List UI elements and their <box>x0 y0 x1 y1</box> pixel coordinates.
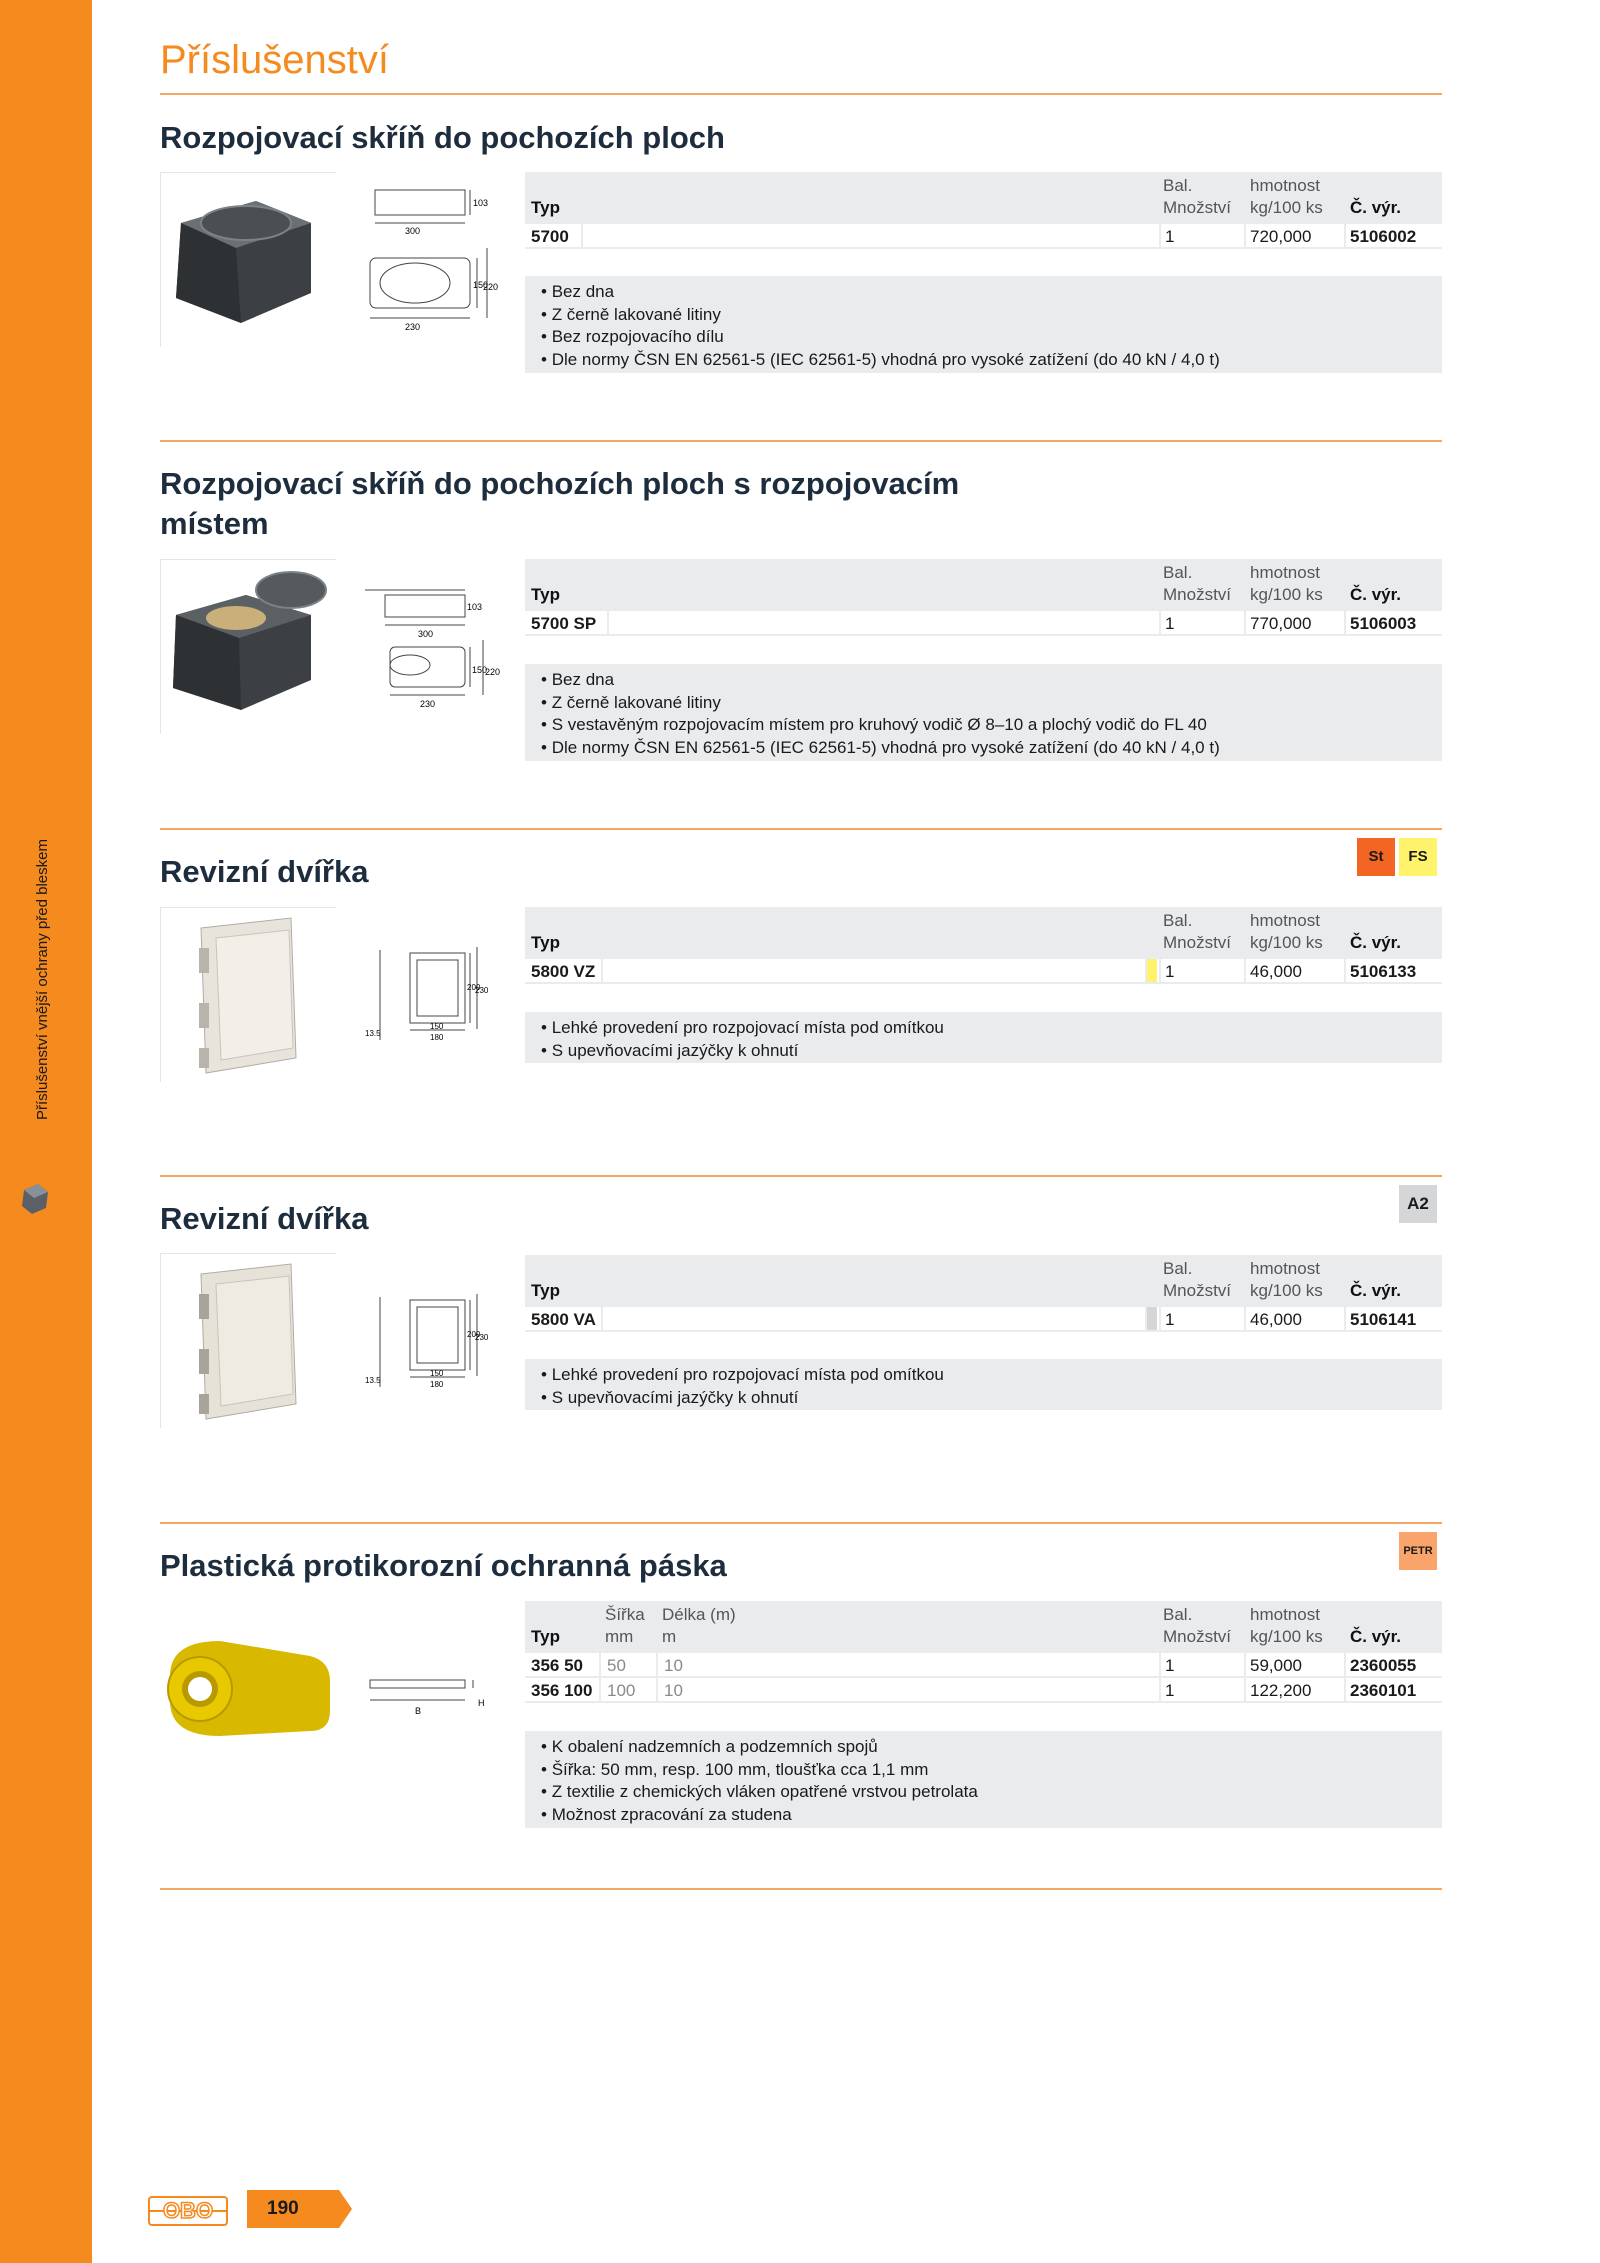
dim-e: 230 <box>475 1333 489 1342</box>
header-m: m <box>662 1627 677 1646</box>
bullet-item: • Šířka: 50 mm, resp. 100 mm, tloušťka cca 1,1 mm <box>541 1759 1442 1782</box>
section-4-drawing <box>355 1292 489 1397</box>
title-rule <box>160 93 1442 95</box>
bullet-item: • Z černě lakované litiny <box>541 304 1442 327</box>
header-cvyr: Č. výr. <box>1350 585 1402 604</box>
section-1-bullets <box>525 276 1442 373</box>
header-kg: kg/100 ks <box>1250 585 1323 604</box>
page-number-tab <box>247 2190 352 2228</box>
section-5-title: Plastická protikorozní ochranná páska <box>160 1548 727 1583</box>
badge-fs: FS <box>1399 838 1437 876</box>
header-sirka: Šířka <box>605 1605 645 1624</box>
dim-height: 103 <box>467 602 483 612</box>
table-row <box>525 609 1442 634</box>
dim-depth1: 150 <box>472 665 488 675</box>
page-number-text: 190 <box>267 2198 299 2219</box>
dim-d: 200 <box>467 1330 481 1339</box>
section-2-photo <box>160 559 336 734</box>
page-number <box>247 2190 352 2228</box>
side-band <box>0 0 92 2263</box>
bullet-item: • Bez dna <box>541 669 1442 692</box>
dim-a: 13.5 <box>365 1376 381 1385</box>
row-bal: 1 <box>1165 1310 1175 1329</box>
row-bal: 1 <box>1165 962 1175 981</box>
section-3-bullets <box>525 1012 1442 1063</box>
section-2-bullets <box>525 664 1442 761</box>
row-hmotnost: 46,000 <box>1250 1310 1302 1329</box>
row-typ: 5800 VA <box>531 1310 596 1329</box>
header-bal: Bal. <box>1163 1605 1193 1624</box>
section-rule <box>160 440 1442 442</box>
row-sirka: 50 <box>607 1656 626 1675</box>
section-3-drawing <box>355 945 489 1050</box>
header-kg: kg/100 ks <box>1250 933 1323 952</box>
header-hmotnost: hmotnost <box>1250 563 1320 582</box>
dim-width2: 230 <box>405 322 421 332</box>
section-4-table <box>525 1255 1442 1332</box>
bullet-item: • Bez rozpojovacího dílu <box>541 326 1442 349</box>
badge-a2: A2 <box>1399 1185 1437 1223</box>
row-cvyr: 5106133 <box>1350 962 1417 981</box>
row-hmotnost: 770,000 <box>1250 614 1312 633</box>
table-row <box>525 1305 1442 1330</box>
row-cvyr: 5106141 <box>1350 1310 1417 1329</box>
header-cvyr: Č. výr. <box>1350 198 1402 217</box>
row-hmotnost: 46,000 <box>1250 962 1302 981</box>
dim-depth1: 150 <box>473 280 489 290</box>
header-mnozstvi: Množství <box>1163 585 1232 604</box>
tape-roll-image <box>160 1601 336 1756</box>
header-typ: Typ <box>531 1627 560 1646</box>
header-bal: Bal. <box>1163 176 1193 195</box>
header-typ: Typ <box>531 198 560 217</box>
dim-c: 180 <box>430 1380 444 1389</box>
row-cvyr: 5106002 <box>1350 227 1417 246</box>
header-kg: kg/100 ks <box>1250 1627 1323 1646</box>
bullet-item: • Z textilie z chemických vláken opatřené vrstvou petrolata <box>541 1781 1442 1804</box>
header-hmotnost: hmotnost <box>1250 1259 1320 1278</box>
badge-st: St <box>1357 838 1395 876</box>
bullet-item: • Bez dna <box>541 281 1442 304</box>
row-bal: 1 <box>1165 614 1175 633</box>
row-typ: 5700 <box>531 227 569 246</box>
table-row <box>525 957 1442 982</box>
dim-e: 230 <box>475 986 489 995</box>
header-delka: Délka (m) <box>662 1605 736 1624</box>
page-title: Příslušenství <box>160 38 389 82</box>
section-1-photo <box>160 172 336 347</box>
row-bal: 1 <box>1165 1656 1175 1675</box>
header-hmotnost: hmotnost <box>1250 1605 1320 1624</box>
section-5-drawing <box>355 1670 495 1730</box>
row-cvyr: 2360101 <box>1350 1681 1417 1700</box>
row-typ: 356 100 <box>531 1681 593 1700</box>
bullet-item: • Dle normy ČSN EN 62561-5 (IEC 62561-5) vhodná pro vysoké zatížení (do 40 kN / 4,0 t) <box>541 349 1442 372</box>
section-3-title: Revizní dvířka <box>160 854 369 889</box>
header-mnozstvi: Množství <box>1163 1627 1232 1646</box>
bullet-item: • K obalení nadzemních a podzemních spojů <box>541 1736 1442 1759</box>
dim-b: 150 <box>430 1369 444 1378</box>
section-1-title: Rozpojovací skříň do pochozích ploch <box>160 120 725 155</box>
junction-box-image <box>161 173 337 348</box>
dim-depth2: 220 <box>483 282 499 292</box>
section-1-table <box>525 172 1442 249</box>
header-cvyr: Č. výr. <box>1350 1281 1402 1300</box>
inspection-door-image <box>161 908 337 1083</box>
row-hmotnost: 59,000 <box>1250 1656 1302 1675</box>
row-bal: 1 <box>1165 227 1175 246</box>
header-kg: kg/100 ks <box>1250 1281 1323 1300</box>
bullet-item: • S vestavěným rozpojovacím místem pro kruhový vodič Ø 8–10 a plochý vodič do FL 40 <box>541 714 1442 737</box>
brand-text: OBO <box>162 2198 214 2223</box>
bullet-item: • Dle normy ČSN EN 62561-5 (IEC 62561-5) vhodná pro vysoké zatížení (do 40 kN / 4,0 t) <box>541 737 1442 760</box>
dim-height: 103 <box>473 198 489 208</box>
product-box-icon <box>20 1182 50 1216</box>
table-row <box>525 1676 1442 1701</box>
header-typ: Typ <box>531 1281 560 1300</box>
header-bal: Bal. <box>1163 1259 1193 1278</box>
header-bal: Bal. <box>1163 911 1193 930</box>
header-hmotnost: hmotnost <box>1250 911 1320 930</box>
header-kg: kg/100 ks <box>1250 198 1323 217</box>
section-2-drawing <box>355 585 501 715</box>
dim-h: H <box>478 1698 485 1708</box>
table-row <box>525 1651 1442 1676</box>
dim-width2: 230 <box>420 699 436 709</box>
dim-width: 300 <box>418 629 434 639</box>
section-5-table <box>525 1601 1442 1703</box>
section-2-title: Rozpojovací skříň do pochozích ploch s rozpojovacím místem <box>160 466 960 541</box>
dim-width: 300 <box>405 226 421 236</box>
row-hmotnost: 122,200 <box>1250 1681 1312 1700</box>
section-rule <box>160 1175 1442 1177</box>
dim-c: 180 <box>430 1033 444 1042</box>
section-3-photo <box>160 907 336 1082</box>
side-label: Příslušenství vnější ochrany před bleskem <box>34 839 51 1120</box>
header-cvyr: Č. výr. <box>1350 933 1402 952</box>
row-typ: 5800 VZ <box>531 962 596 981</box>
dim-depth2: 220 <box>485 667 501 677</box>
bullet-item: • Lehké provedení pro rozpojovací místa pod omítkou <box>541 1364 1442 1387</box>
row-typ: 5700 SP <box>531 614 597 633</box>
header-typ: Typ <box>531 585 560 604</box>
row-delka: 10 <box>664 1681 683 1700</box>
section-rule <box>160 1888 1442 1890</box>
table-row <box>525 222 1442 247</box>
section-5-photo <box>160 1601 336 1756</box>
row-delka: 10 <box>664 1656 683 1675</box>
row-bal: 1 <box>1165 1681 1175 1700</box>
section-4-photo <box>160 1253 336 1428</box>
bullet-item: • Možnost zpracování za studena <box>541 1804 1442 1827</box>
section-2-table <box>525 559 1442 636</box>
section-rule <box>160 1522 1442 1524</box>
header-typ: Typ <box>531 933 560 952</box>
badge-petr: PETR <box>1399 1532 1437 1570</box>
dim-a: 13.5 <box>365 1029 381 1038</box>
section-3-table <box>525 907 1442 984</box>
bullet-item: • Lehké provedení pro rozpojovací místa pod omítkou <box>541 1017 1442 1040</box>
junction-box-open-image <box>161 560 337 735</box>
header-mnozstvi: Množství <box>1163 198 1232 217</box>
row-cvyr: 2360055 <box>1350 1656 1417 1675</box>
row-hmotnost: 720,000 <box>1250 227 1312 246</box>
row-typ: 356 50 <box>531 1656 583 1675</box>
header-mnozstvi: Množství <box>1163 933 1232 952</box>
bullet-item: • S upevňovacími jazýčky k ohnutí <box>541 1387 1442 1410</box>
header-mnozstvi: Množství <box>1163 1281 1232 1300</box>
dim-d: 200 <box>467 983 481 992</box>
obo-logo <box>148 2196 228 2226</box>
header-bal: Bal. <box>1163 563 1193 582</box>
bullet-item: • Z černě lakované litiny <box>541 692 1442 715</box>
row-cvyr: 5106003 <box>1350 614 1417 633</box>
header-cvyr: Č. výr. <box>1350 1627 1402 1646</box>
section-rule <box>160 828 1442 830</box>
header-hmotnost: hmotnost <box>1250 176 1320 195</box>
section-4-title: Revizní dvířka <box>160 1201 369 1236</box>
section-4-bullets <box>525 1359 1442 1410</box>
section-5-bullets <box>525 1731 1442 1828</box>
section-1-drawing <box>355 178 499 343</box>
dim-b: B <box>415 1706 422 1716</box>
dim-b: 150 <box>430 1022 444 1031</box>
inspection-door-image <box>161 1254 337 1429</box>
row-sirka: 100 <box>607 1681 636 1700</box>
bullet-item: • S upevňovacími jazýčky k ohnutí <box>541 1040 1442 1063</box>
header-mm: mm <box>605 1627 634 1646</box>
